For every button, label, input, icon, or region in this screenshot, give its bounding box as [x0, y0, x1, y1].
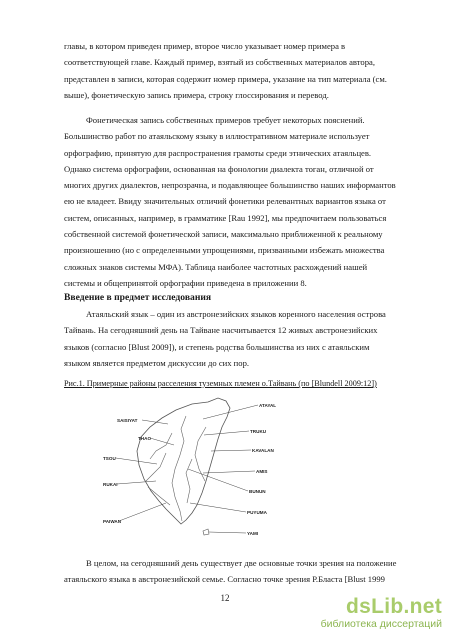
tribe-boundary: [148, 487, 170, 505]
svg-text:TRUKU: TRUKU: [250, 429, 267, 434]
text-line: Однако система орфографии, основанная на фонологии диалекта тоган, отличной от: [64, 163, 374, 174]
text-line: выше), фонетическую запись примера, строку глоссирования и перевод.: [64, 89, 329, 100]
map-label-yami: [209, 531, 258, 536]
text-line: системы и общепринятой орфографии приведена в приложении 8.: [64, 277, 307, 288]
svg-text:ATAYAL: ATAYAL: [259, 403, 277, 408]
tribe-boundary: [186, 459, 192, 503]
text-line: собственной системой фонетической записи, максимально приближенной к реальному: [64, 229, 383, 240]
text-line: произношению (но с определенными упрощениями, призванными избежать множества: [64, 245, 385, 256]
svg-text:THAO: THAO: [138, 436, 152, 441]
map-label-bunun: [188, 469, 266, 494]
map-label-thao: [138, 436, 174, 445]
paragraph-classification: [64, 555, 397, 588]
svg-text:TSOU: TSOU: [103, 456, 116, 461]
paragraph-atayal-intro: [64, 306, 394, 371]
section-heading: Введение в предмет исследования: [64, 292, 212, 303]
map-label-atayal: [203, 403, 276, 419]
text-line: главы, в котором приведен пример, второе число указывает номер примера в: [64, 41, 346, 51]
svg-text:AMIS: AMIS: [256, 469, 268, 474]
watermark-subtitle: библиотека диссертаций: [320, 618, 442, 630]
text-line: языком является предметом дискуссии до сих пор.: [64, 357, 250, 368]
text-line: атаяльского языка в австронезийской семье. Согласно точке зрения Р.Бласта [Blust 1999: [64, 574, 385, 585]
map-label-truku: [204, 429, 267, 435]
svg-text:PAIWAN: PAIWAN: [103, 519, 122, 524]
text-line: Фонетическая запись собственных примеров требует некоторых пояснений.: [86, 115, 365, 125]
map-label-kavalan: [211, 448, 274, 453]
map-label-paiwan: [103, 503, 166, 524]
map-label-tsou: [103, 456, 157, 464]
text-line: сложных знаков системы МФА). Таблица наиболее частотных расхождений нашей: [64, 261, 368, 272]
map-label-amis: [203, 469, 267, 474]
svg-text:YAMI: YAMI: [247, 531, 259, 536]
figure-caption: Рис.1. Примерные районы расселения туземных племен о.Тайвань (по [Blundell 2009:12]): [64, 379, 377, 388]
text-line: орфографию, принятую для распространения грамоты среди этнических атаяльцев.: [64, 147, 372, 158]
text-line: В целом, на сегодняшний день существует две основные точки зрения на положение: [86, 558, 397, 568]
tribe-boundary: [146, 453, 166, 481]
text-line: многих других диалектов, непрозрачна, и подавляющее большинство наших информантов: [64, 180, 396, 191]
text-line: соответствующей главе. Каждый пример, взятый из собственных материалов автора,: [64, 57, 375, 68]
watermark-logo: dsLib.net: [345, 595, 442, 618]
paragraph-intro-continued: [64, 38, 394, 103]
taiwan-island-outline: [137, 398, 230, 524]
text-line: ею не владеет. Ввиду значительных отличий фонетики релевантных вариантов языка от: [64, 196, 386, 207]
text-line: Тайвань. На сегодняшний день на Тайване насчитывается 12 живых австронезийских: [64, 325, 378, 336]
text-line: представлен в записи, которая содержит номер примера, указание на тип материала (см.: [64, 73, 387, 84]
site-watermark: [321, 596, 442, 631]
svg-text:PUYUMA: PUYUMA: [247, 510, 267, 515]
map-label-puyuma: [190, 503, 268, 515]
tribe-boundary: [150, 433, 172, 459]
svg-text:BUNUN: BUNUN: [249, 489, 266, 494]
text-line: Большинство работ по атаяльскому языку в иллюстративном материале использует: [64, 131, 370, 142]
tribe-boundary: [172, 416, 186, 521]
svg-text:RUKAI: RUKAI: [103, 482, 118, 487]
svg-text:KAVALAN: KAVALAN: [252, 448, 274, 453]
page-number: 12: [220, 593, 230, 603]
svg-text:SAISIYAT: SAISIYAT: [117, 418, 138, 423]
text-line: Атаяльский язык – один из австронезийских языков коренного населения острова: [86, 309, 386, 319]
text-line: языков (согласно [Blust 2009]), и степень родства большинства из них с атаяльским: [64, 341, 370, 352]
taiwan-tribes-map: [0, 393, 450, 548]
text-line: систем, описанных, например, в грамматике [Rau 1992], мы предпочитаем пользоваться: [64, 212, 387, 223]
paragraph-phonetic-notation: [64, 112, 394, 291]
yami-island: [203, 529, 209, 535]
